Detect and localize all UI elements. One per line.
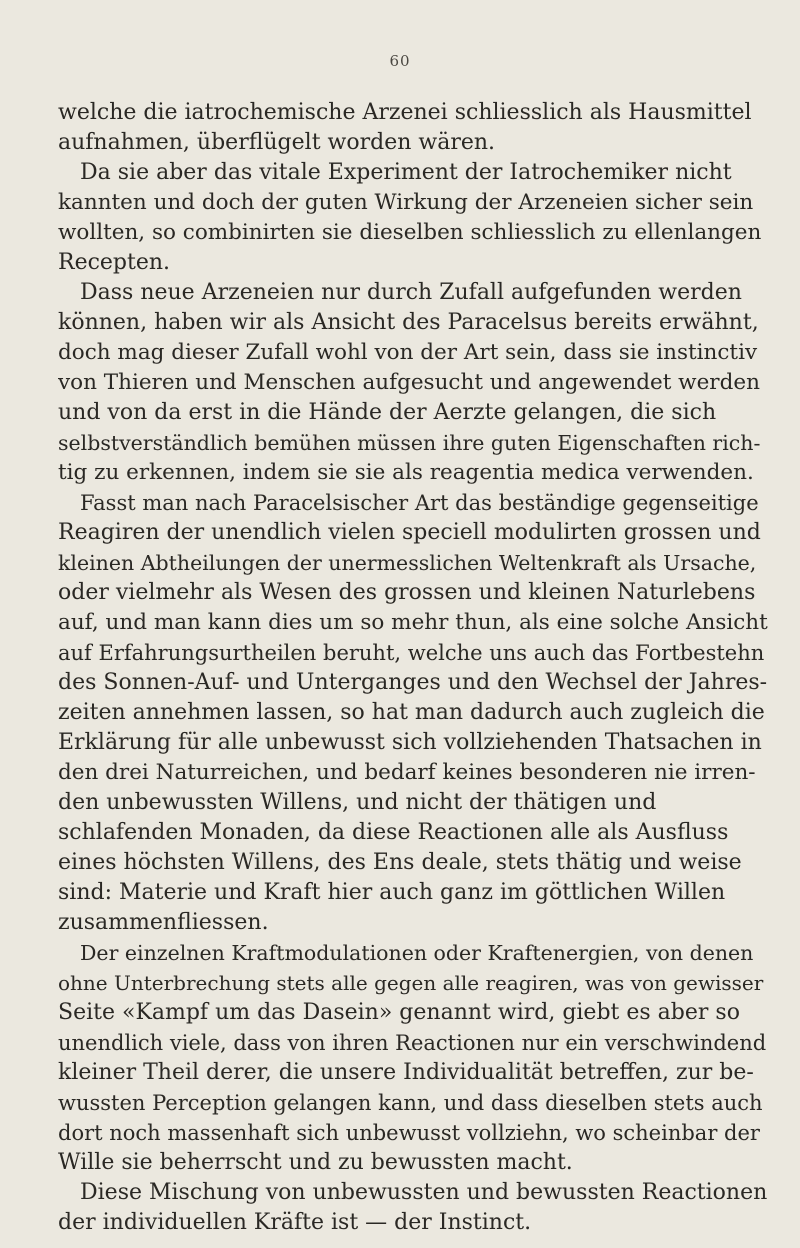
paragraph-start-line: Dass neue Arzeneien nur durch Zufall aufgefunden werden bbox=[80, 280, 742, 305]
text-line: kleiner Theil derer, die unsere Individualität betreffen, zur be- bbox=[58, 1060, 754, 1085]
text-line: den drei Naturreichen, und bedarf keines besonderen nie irren- bbox=[58, 760, 756, 785]
text-line: Recepten. bbox=[58, 250, 171, 275]
text-line: zusammenfliessen. bbox=[58, 910, 269, 935]
paragraph-start-line: Der einzelnen Kraftmodulationen oder Kraftenergien, von denen bbox=[80, 941, 754, 965]
text-line: aufnahmen, überflügelt worden wären. bbox=[58, 130, 496, 155]
text-line: von Thieren und Menschen aufgesucht und angewendet werden bbox=[58, 370, 760, 395]
body-text bbox=[58, 98, 768, 1238]
text-line: schlafenden Monaden, da diese Reactionen alle als Ausfluss bbox=[58, 820, 729, 845]
text-line: und von da erst in die Hände der Aerzte gelangen, die sich bbox=[58, 400, 717, 425]
text-line: Reagiren der unendlich vielen speciell modulirten grossen und bbox=[58, 520, 761, 545]
text-line: den unbewussten Willens, und nicht der thätigen und bbox=[58, 790, 657, 815]
text-line: doch mag dieser Zufall wohl von der Art sein, dass sie instinctiv bbox=[58, 340, 758, 365]
page-number: 60 bbox=[389, 52, 411, 70]
text-line: wussten Perception gelangen kann, und dass dieselben stets auch bbox=[58, 1091, 763, 1115]
text-line: unendlich viele, dass von ihren Reactionen nur ein verschwindend bbox=[58, 1031, 767, 1055]
text-line: Seite «Kampf um das Dasein» genannt wird, giebt es aber so bbox=[58, 1000, 740, 1025]
text-line: wollten, so combinirten sie dieselben schliesslich zu ellenlangen bbox=[58, 220, 762, 245]
text-line: zeiten annehmen lassen, so hat man dadurch auch zugleich die bbox=[58, 700, 765, 725]
text-line: auf, und man kann dies um so mehr thun, als eine solche Ansicht bbox=[58, 610, 768, 635]
text-line: der individuellen Kräfte ist — der Instinct. bbox=[58, 1210, 532, 1235]
text-line: welche die iatrochemische Arzenei schliesslich als Hausmittel bbox=[58, 100, 752, 125]
text-line: kleinen Abtheilungen der unermesslichen Weltenkraft als Ursache, bbox=[58, 551, 757, 575]
text-line: dort noch massenhaft sich unbewusst vollziehn, wo scheinbar der bbox=[58, 1121, 760, 1145]
text-line: können, haben wir als Ansicht des Paracelsus bereits erwähnt, bbox=[58, 310, 759, 335]
text-line: tig zu erkennen, indem sie sie als reagentia medica verwenden. bbox=[58, 460, 754, 485]
paragraph-start-line: Diese Mischung von unbewussten und bewussten Reactionen bbox=[80, 1180, 768, 1205]
text-line: selbstverständlich bemühen müssen ihre guten Eigenschaften rich- bbox=[58, 431, 761, 455]
text-line: sind: Materie und Kraft hier auch ganz im göttlichen Willen bbox=[58, 880, 726, 905]
paragraph-start-line: Fasst man nach Paracelsischer Art das beständige gegenseitige bbox=[80, 491, 759, 515]
text-line: eines höchsten Willens, des Ens deale, stets thätig und weise bbox=[58, 850, 742, 875]
text-line: des Sonnen-Auf- und Unterganges und den Wechsel der Jahres- bbox=[58, 670, 768, 695]
paragraph-start-line: Da sie aber das vitale Experiment der Iatrochemiker nicht bbox=[80, 160, 732, 185]
text-line: Erklärung für alle unbewusst sich vollziehenden Thatsachen in bbox=[58, 730, 762, 755]
text-line: kannten und doch der guten Wirkung der Arzeneien sicher sein bbox=[58, 190, 754, 215]
text-line: auf Erfahrungsurtheilen beruht, welche uns auch das Fortbestehn bbox=[58, 641, 765, 665]
text-line: ohne Unterbrechung stets alle gegen alle reagiren, was von gewisser bbox=[58, 971, 764, 995]
text-line: oder vielmehr als Wesen des grossen und kleinen Naturlebens bbox=[58, 580, 756, 605]
text-line: Wille sie beherrscht und zu bewussten macht. bbox=[58, 1150, 573, 1175]
